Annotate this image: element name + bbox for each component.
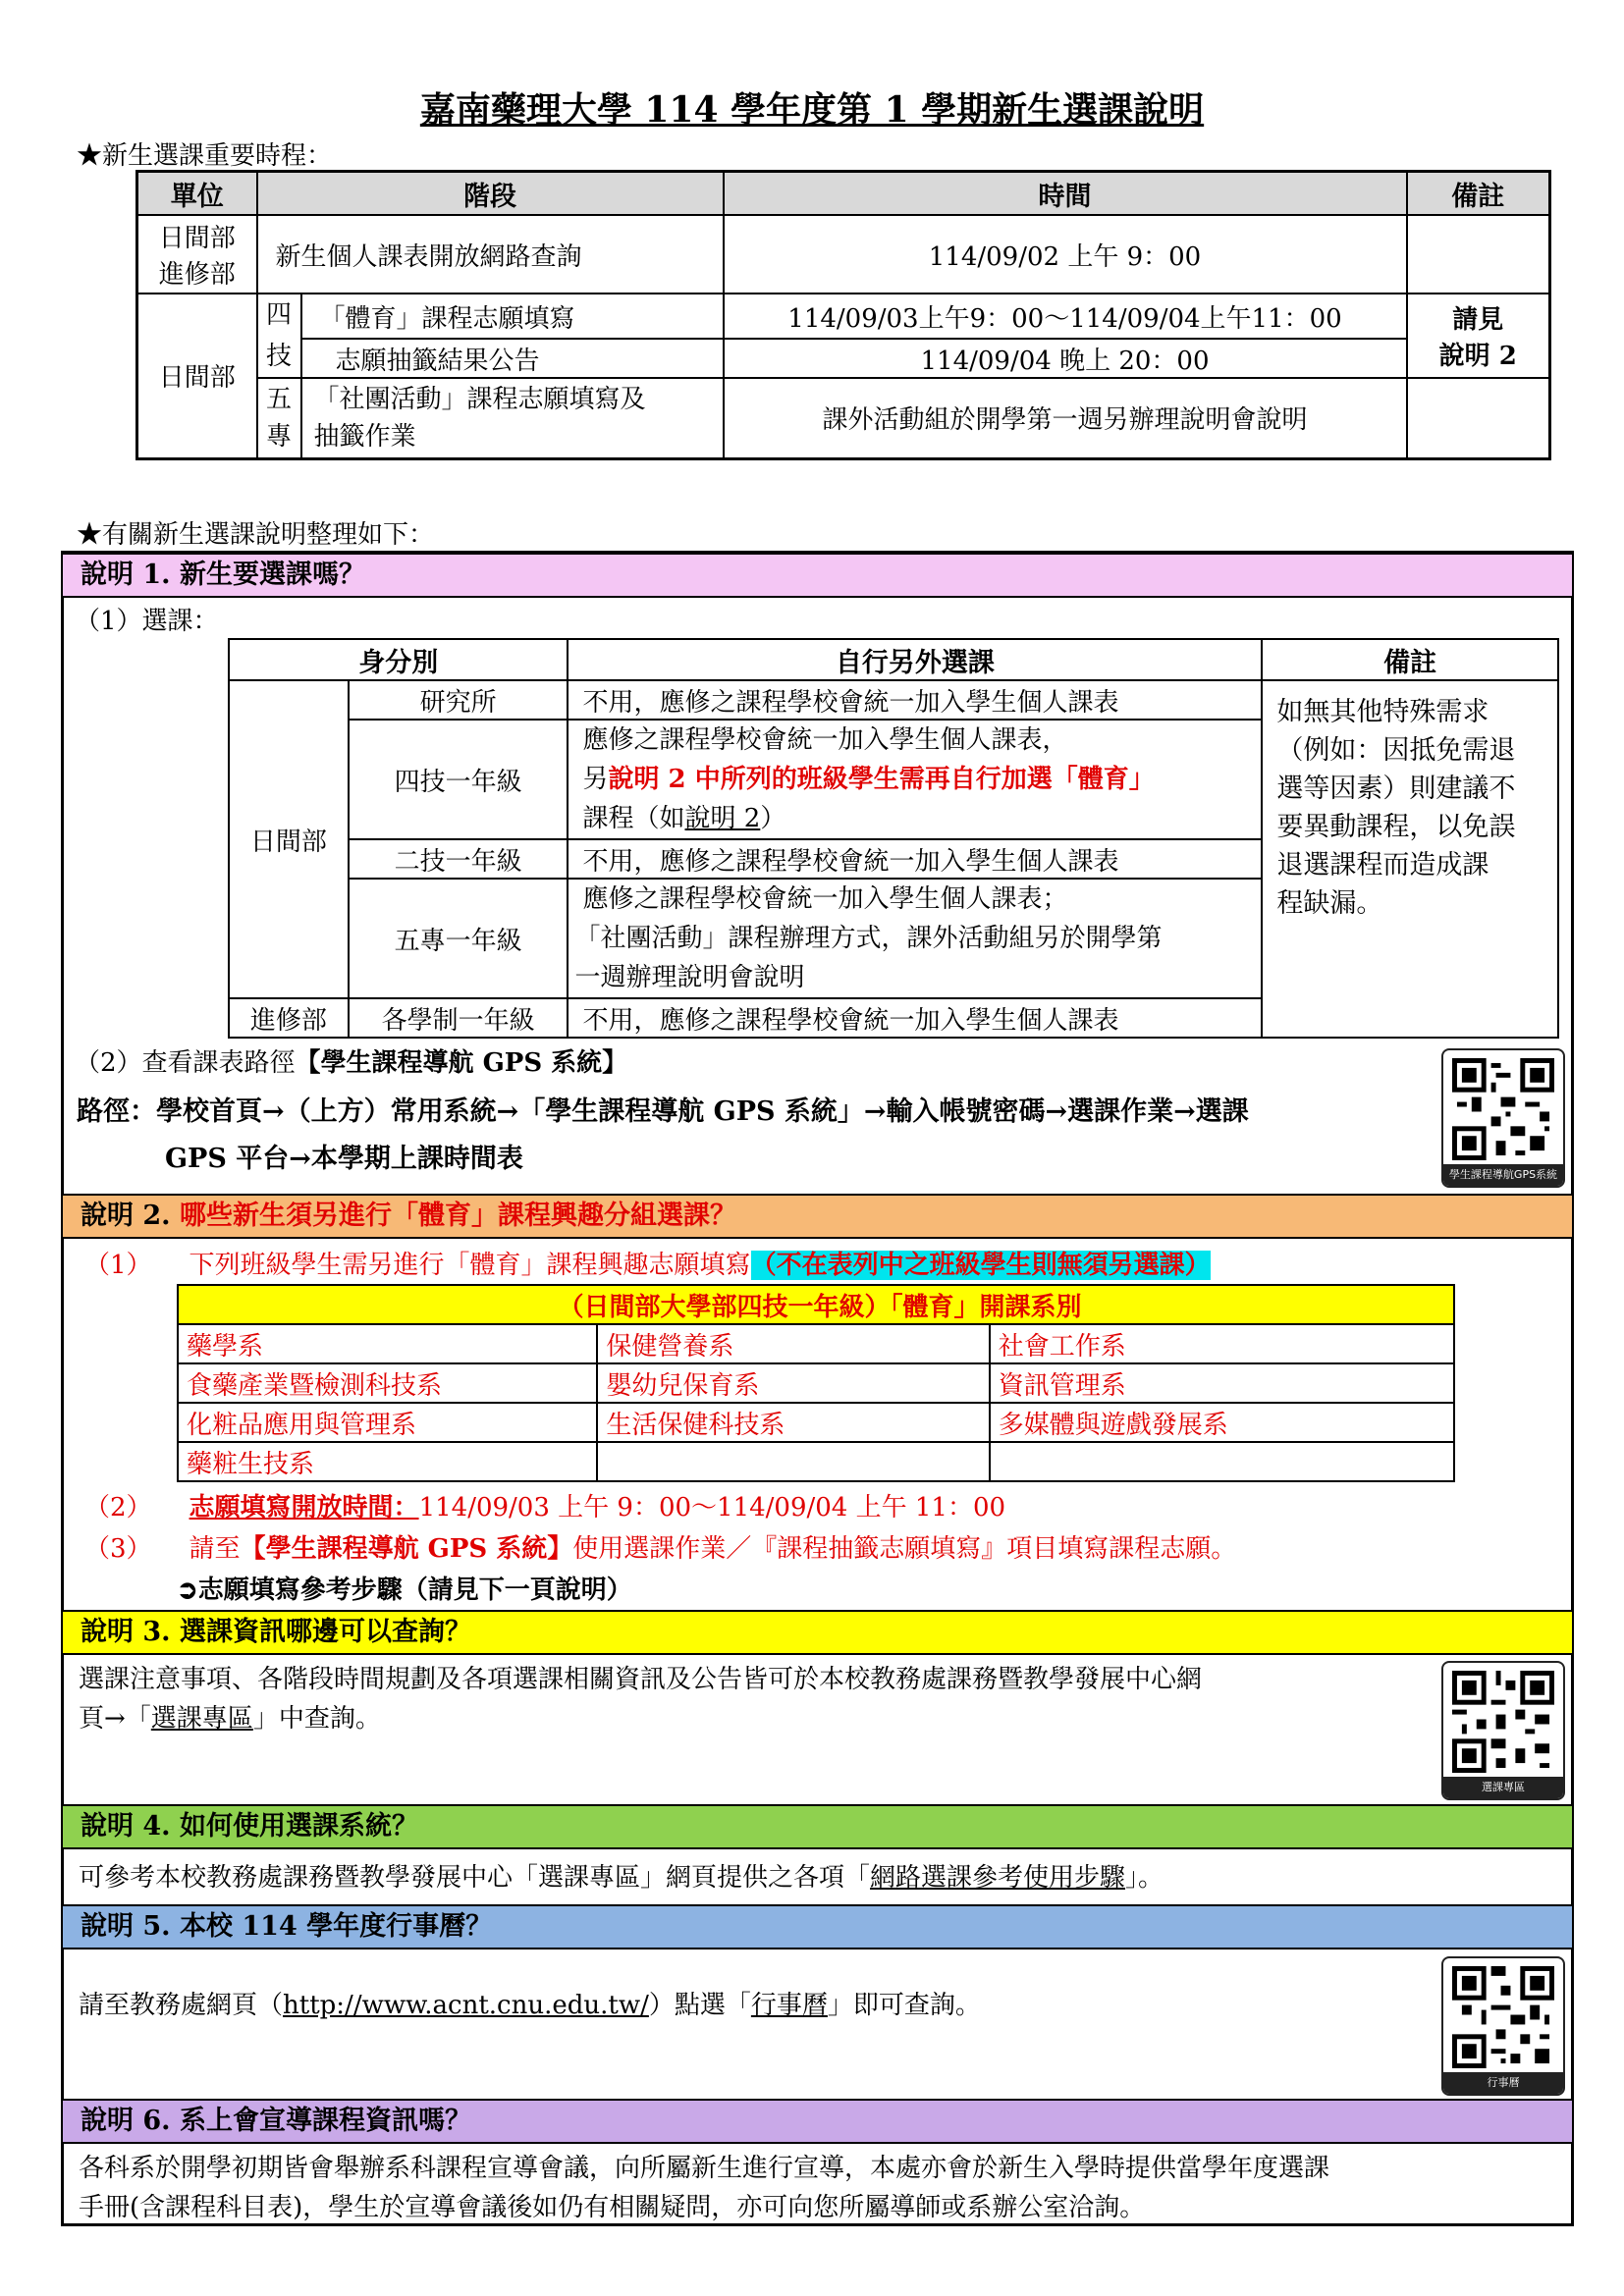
level-cell: 二技一年級 <box>349 839 568 879</box>
selection-cell <box>568 720 1262 839</box>
text-span: 請至教務處網頁（ <box>79 1991 284 2020</box>
text-span: 可參考本校教務處課務暨教學發展中心「選課專區」網頁提供之各項「 <box>79 1863 871 1893</box>
unit-line: 日間部 <box>158 224 236 253</box>
remark-line: 選等因素）則建議不 <box>1276 774 1516 804</box>
section5-text <box>79 1985 981 2021</box>
schedule-row2-unit: 日間部 <box>137 294 257 458</box>
qr-caption: 行事曆 <box>1443 2072 1563 2094</box>
course-selection-table <box>228 638 1559 1039</box>
gps-qr-code[interactable] <box>1441 1048 1565 1188</box>
text-span: （2）查看課表路徑 <box>75 1048 296 1078</box>
item1-text: 下列班級學生需另進行「體育」課程興趣志願填寫 <box>189 1251 751 1280</box>
section6-header: 說明 6. 系上會宣導課程資訊嗎？ <box>63 2099 1572 2144</box>
qr-caption: 學生課程導航GPS系統 <box>1443 1164 1563 1186</box>
see-section2-link[interactable]: 說明 2 <box>684 804 761 833</box>
unit-line: 進修部 <box>158 260 236 290</box>
remark-line: 如無其他特殊需求 <box>1276 697 1489 727</box>
selection-line: 一週辦理說明會說明 <box>574 963 805 992</box>
section6-line1: 各科系於開學初期皆會舉辦系科課程宣導會議，向所屬新生進行宣導，本處亦會於新生入學時提供當學年度選課 <box>79 2154 1330 2183</box>
text-span: 」。 <box>1125 1863 1164 1893</box>
section1-sub1: （1）選課： <box>75 607 219 636</box>
remark-line: 退選課程而造成課 <box>1276 850 1489 881</box>
schedule-stage-pe: 「體育」課程志願填寫 <box>301 294 724 339</box>
selection-line: 「社團活動」課程辦理方式，課外活動組另於開學第 <box>574 924 1163 953</box>
schedule-header-note: 備註 <box>1407 172 1550 216</box>
pe-table-header <box>178 1285 1454 1324</box>
department-cell: 化粧品應用與管理系 <box>178 1403 597 1442</box>
department-cell: 生活保健科技系 <box>597 1403 989 1442</box>
remark-line: （例如：因抵免需退 <box>1276 735 1516 766</box>
department-cell: 食藥產業暨檢測科技系 <box>178 1363 597 1403</box>
header-yellow: （日間部大學部四技一年級） <box>558 1292 891 1322</box>
text-span: 」中查詢。 <box>252 1704 381 1734</box>
item-number: （2） <box>84 1493 152 1522</box>
schedule-stage-club <box>301 378 724 458</box>
text-span: 課程（如 <box>582 804 685 833</box>
item3-system: 【學生課程導航 GPS 系統】 <box>240 1534 573 1564</box>
gps-path-line2: GPS 平台→本學期上課時間表 <box>165 1144 523 1174</box>
note-line: 請見 <box>1452 305 1504 335</box>
selection-cell: 不用，應修之課程學校會統一加入學生個人課表 <box>568 839 1262 879</box>
schedule-time-club: 課外活動組於開學第一週另辦理說明會說明 <box>724 378 1407 458</box>
table-header-selection: 自行另外選課 <box>568 639 1262 680</box>
schedule-stage-result: 志願抽籤結果公告 <box>301 339 724 378</box>
section4-text <box>79 1857 1164 1894</box>
section2-title: 哪些新生須另進行「體育」課程興趣分組選課？ <box>180 1201 736 1231</box>
group-char: 五 <box>265 384 292 414</box>
evening-division-cell: 進修部 <box>229 998 349 1038</box>
text-span: 」即可查詢。 <box>827 1991 981 2020</box>
department-cell: 嬰幼兒保育系 <box>597 1363 989 1403</box>
schedule-row3-note <box>1407 378 1550 458</box>
selection-line <box>582 760 1261 799</box>
schedule-row1-stage: 新生個人課表開放網路查詢 <box>257 215 724 294</box>
item3-post: 使用選課作業／『課程抽籤志願填寫』項目填寫課程志願。 <box>572 1534 1237 1564</box>
section2-item2 <box>84 1487 1005 1523</box>
text-span: ） <box>760 804 786 833</box>
gps-path-line1: 路徑：學校首頁→（上方）常用系統→「學生課程導航 GPS 系統」→輸入帳號密碼→選課作業→選課 <box>77 1096 1249 1127</box>
table-header-remark: 備註 <box>1262 639 1558 680</box>
schedule-row1-time: 114/09/02 上午 9：00 <box>724 215 1407 294</box>
schedule-note-see2 <box>1407 294 1550 378</box>
section2-item1 <box>84 1245 1211 1281</box>
gps-system-name: 【學生課程導航 GPS 系統】 <box>295 1048 628 1078</box>
schedule-header-unit: 單位 <box>137 172 257 216</box>
item3-pre: 請至 <box>189 1534 241 1564</box>
level-cell: 五專一年級 <box>349 879 568 998</box>
schedule-row1-unit <box>137 215 257 294</box>
academic-office-url[interactable]: http://www.acnt.cnu.edu.tw/ <box>283 1991 649 2020</box>
note-line: 說明 2 <box>1438 342 1517 371</box>
calendar-qr-code[interactable] <box>1441 1956 1565 2096</box>
section5-header: 說明 5. 本校 114 學年度行事曆？ <box>63 1904 1572 1949</box>
qr-code-icon <box>1452 1671 1554 1773</box>
remark-cell <box>1262 680 1558 1038</box>
selection-line <box>582 799 1261 838</box>
text-span: 另 <box>582 765 609 794</box>
pe-required-note: 說明 2 中所列的班級學生需再自行加選「體育」 <box>608 765 1155 794</box>
selection-cell: 不用，應修之課程學校會統一加入學生個人課表 <box>568 998 1262 1038</box>
day-division-cell: 日間部 <box>229 680 349 998</box>
group-char: 技 <box>265 342 292 371</box>
item-number: （1） <box>84 1251 152 1280</box>
text-span: 頁→「 <box>79 1704 151 1734</box>
section1-header: 說明 1. 新生要選課嗎？ <box>63 553 1572 598</box>
schedule-row1-note <box>1407 215 1550 294</box>
section3-line1: 選課注意事項、各階段時間規劃及各項選課相關資訊及公告皆可於本校教務處課務暨教學發展中心網 <box>79 1665 1203 1694</box>
level-cell: 研究所 <box>349 680 568 720</box>
header-red: 「體育」開課系別 <box>890 1292 1082 1322</box>
schedule-time-result: 114/09/04 晚上 20：00 <box>724 339 1407 378</box>
department-cell: 社會工作系 <box>990 1324 1454 1363</box>
selection-cell: 不用，應修之課程學校會統一加入學生個人課表 <box>568 680 1262 720</box>
schedule-header-stage: 階段 <box>257 172 724 216</box>
level-cell: 四技一年級 <box>349 720 568 839</box>
schedule-group-4tech <box>257 294 301 378</box>
level-cell: 各學制一年級 <box>349 998 568 1038</box>
group-char: 專 <box>265 421 292 452</box>
qr-code-icon <box>1452 1966 1554 2068</box>
selection-cell <box>568 879 1262 998</box>
table-header-identity: 身分別 <box>229 639 568 680</box>
selection-line: 應修之課程學校會統一加入學生個人課表； <box>582 884 1068 914</box>
section3-line2 <box>79 1698 381 1735</box>
section2-item3 <box>84 1528 1236 1565</box>
group-char: 四 <box>265 300 292 330</box>
department-cell: 保健營養系 <box>597 1324 989 1363</box>
schedule-header-time: 時間 <box>724 172 1407 216</box>
department-cell <box>597 1442 989 1481</box>
section2-ref: ➲志願填寫參考步驟（請見下一頁說明） <box>177 1575 632 1605</box>
remark-line: 程缺漏。 <box>1276 888 1383 919</box>
course-zone-qr-code[interactable] <box>1441 1661 1565 1800</box>
item1-highlight: （不在表列中之班級學生則無須另選課） <box>750 1251 1211 1280</box>
section4-header: 說明 4. 如何使用選課系統？ <box>63 1804 1572 1849</box>
schedule-table <box>135 170 1551 460</box>
text-span: ）點選「 <box>648 1991 751 2020</box>
section2-number: 說明 2. <box>81 1201 180 1231</box>
department-cell: 多媒體與遊戲發展系 <box>990 1403 1454 1442</box>
page-title: 嘉南藥理大學 114 學年度第 1 學期新生選課說明 <box>419 89 1205 131</box>
remark-line: 要異動課程，以免誤 <box>1276 812 1516 842</box>
department-cell: 藥學系 <box>178 1324 597 1363</box>
calendar-link[interactable]: 行事曆 <box>750 1991 828 2020</box>
section6-line2: 手冊(含課程科目表)，學生於宣導會議後如仍有相關疑問，亦可向您所屬導師或系辦公室洽詢。 <box>79 2193 1146 2222</box>
department-cell: 資訊管理系 <box>990 1363 1454 1403</box>
item2-time: 114/09/03 上午 9：00～114/09/04 上午 11：00 <box>418 1493 1006 1522</box>
schedule-group-5yr <box>257 378 301 458</box>
qr-code-icon <box>1452 1058 1554 1160</box>
schedule-time-pe: 114/09/03上午9：00～114/09/04上午11：00 <box>724 294 1407 339</box>
qr-caption: 選課專區 <box>1443 1777 1563 1798</box>
summary-heading: ★有關新生選課說明整理如下： <box>77 520 435 550</box>
department-cell <box>990 1442 1454 1481</box>
steps-link[interactable]: 網路選課參考使用步驟 <box>870 1863 1126 1893</box>
section2-header <box>63 1194 1572 1239</box>
item2-label: 志願填寫開放時間： <box>189 1493 419 1522</box>
department-cell: 藥粧生技系 <box>178 1442 597 1481</box>
course-zone-link[interactable]: 選課專區 <box>150 1704 253 1734</box>
section3-header: 說明 3. 選課資訊哪邊可以查詢？ <box>63 1610 1572 1655</box>
schedule-heading: ★新生選課重要時程： <box>77 141 333 171</box>
selection-line: 應修之課程學校會統一加入學生個人課表， <box>582 725 1068 755</box>
stage-line: 抽籤作業 <box>313 421 416 452</box>
stage-line: 「社團活動」課程志願填寫及 <box>313 384 646 414</box>
item-number: （3） <box>84 1534 152 1564</box>
section1-sub2 <box>75 1042 627 1079</box>
pe-department-table <box>177 1284 1455 1482</box>
